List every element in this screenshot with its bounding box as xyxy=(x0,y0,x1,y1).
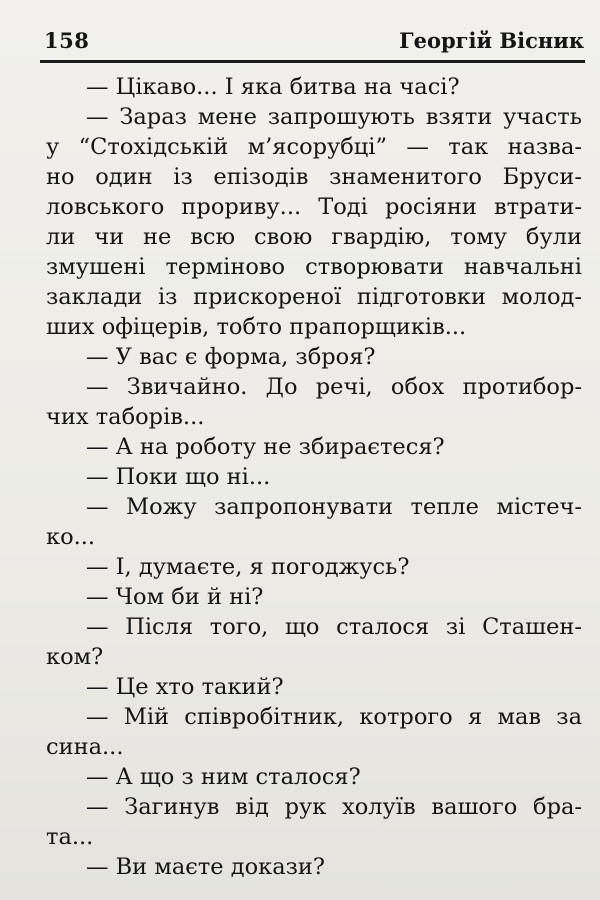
text-line: ших офіцерів, тобто прапорщиків... xyxy=(46,314,467,340)
text-line: — Можу запропонувати тепле містеч- xyxy=(86,494,582,520)
text-line: заклади із прискореної підготовки молод- xyxy=(46,284,582,310)
text-line: но один із епізодів знаменитого Бруси- xyxy=(46,164,582,190)
text-line: — Поки що ні... xyxy=(86,464,271,490)
text-line: та... xyxy=(46,824,94,850)
text-line: ли чи не всю свою гвардію, тому були xyxy=(46,224,582,250)
text-line: сина... xyxy=(46,734,124,760)
text-line: — Цікаво... І яка битва на часі? xyxy=(86,74,460,100)
text-line: — І, думаєте, я погоджусь? xyxy=(86,554,410,580)
text-line: — Мій співробітник, котрого я мав за xyxy=(86,704,582,730)
text-line: — Після того, що сталося зі Сташен- xyxy=(86,614,582,640)
text-line: — А на роботу не збираєтеся? xyxy=(86,434,445,460)
text-line: — А що з ним сталося? xyxy=(86,764,361,790)
text-line: у “Стохідській м’ясорубці” — так назва- xyxy=(46,134,582,160)
text-line: — Зараз мене запрошують взяти участь xyxy=(86,104,582,130)
text-line: ловського прориву... Тоді росіяни втрати- xyxy=(46,194,582,220)
text-line: чих таборів... xyxy=(46,404,205,430)
text-line: змушені терміново створювати навчальні xyxy=(46,254,582,280)
text-line: — Звичайно. До речі, обох протибор- xyxy=(86,374,582,400)
text-line: ком? xyxy=(46,644,104,670)
text-line: — Це хто такий? xyxy=(86,674,284,700)
text-line: — Чом би й ні? xyxy=(86,584,264,610)
text-line: — У вас є форма, зброя? xyxy=(86,344,376,370)
text-line: — Ви маєте докази? xyxy=(86,854,325,880)
text-line: ко... xyxy=(46,524,96,550)
text-line: — Загинув від рук холуїв вашого бра- xyxy=(86,794,582,820)
page-number: 158 xyxy=(44,28,90,53)
running-title: Георгій Вісник xyxy=(399,28,584,53)
